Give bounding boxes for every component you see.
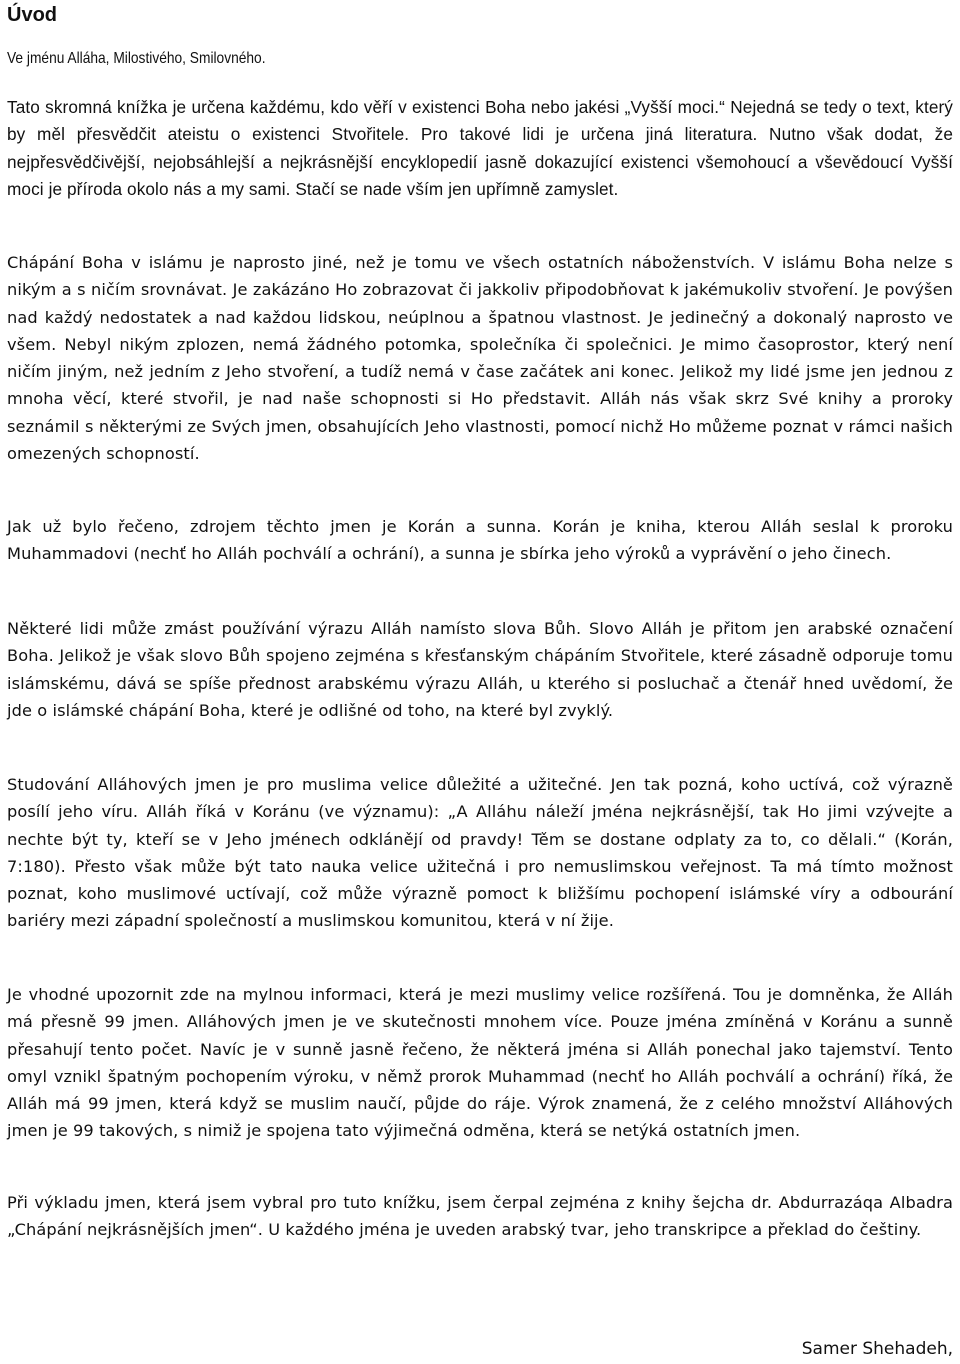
paragraph-intro: Tato skromná knížka je určena každému, kdo věří v existenci Boha nebo jakési „Vyšší moci.“ Nejedná se tedy o text, který by měl přesvědčit ateistu o existenci Stvořitele. Pro takové lidi je určena jiná literatura. Nutno však dodat, že nejpřesvědčivější, nejobsáhlejší a nejkrásnější encyklopedií jasně dokazující existenci všemohoucí a vševědoucí Vyšší moci je příroda okolo nás a my sami. Stačí se nade vším jen upřímně zamyslet. (7, 97, 953, 199)
paragraph-sources-book: Při výkladu jmen, která jsem vybral pro tuto knížku, jsem čerpal zejména z knihy šejcha dr. Abdurrazáqa Albadra „Chápání nejkrásnějších jmen“. U každého jména je uveden arabský tvar, jeho transkripce a překlad do češtiny. (7, 1193, 953, 1240)
paragraph-study-names: Studování Alláhových jmen je pro muslima velice důležité a užitečné. Jen tak pozná, koho uctívá, což výrazně posílí jeho víru. Alláh říká v Koránu (ve významu): „A Alláhu náleží jména nejkrásnější, tak Ho jimi vzývejte a nechte být ty, kteří se v Jeho jménech odklánějí od pravdy! Těm se dostane odplaty za to, co dělali.“ (Korán, 7:180). Přesto však může být tato nauka velice užitečná i pro nemuslimskou veřejnost. Ta má tímto možnost poznat, koho muslimové uctívají, což může výrazně pomoct k bližšímu pochopení islámské víry a odbourání bariéry mezi západní společností a muslimskou komunitou, která v ní žije. (7, 775, 953, 931)
author-signature: Samer Shehadeh, (801, 1339, 953, 1359)
paragraph-understanding-god: Chápání Boha v islámu je naprosto jiné, než je tomu ve všech ostatních náboženstvích. V islámu Boha nelze s nikým a s ničím srovnávat. Je zakázáno Ho zobrazovat či jakkoliv připodobňovat k jakémukoliv stvoření. Je povýšen nad každý nedostatek a nad každou lidskou, neúplnou a špatnou vlastnost. Je jedinečný a dokonalý naprosto ve všem. Nebyl nikým zplozen, nemá žádného potomka, společníka či společnici. Je mimo časoprostor, který není ničím jiným, než jedním z Jeho stvoření, a tudíž nemá v čase začátek ani konec. Jelikož my lidé jsme jen jednou z mnoha věcí, které stvořil, je nad naše schopnosti si Ho představit. Alláh nás však skrz Své knihy a proroky seznámil s některými ze Svých jmen, obsahujících Jeho vlastnosti, pomocí nichž Ho můžeme poznat v rámci našich omezených schopností. (7, 253, 953, 464)
paragraph-allah-term: Některé lidi může zmást používání výrazu Alláh namísto slova Bůh. Slovo Alláh je přitom jen arabské označení Boha. Jelikož je však slovo Bůh spojeno zejména s křesťanským chápáním Stvořitele, které zásadně odporuje tomu islámskému, dává se spíše přednost arabskému výrazu Alláh, u kterého si posluchač a čtenář hned uvědomí, že jde o islámské chápání Boha, které je odlišné od toho, na které byl zvyklý. (7, 619, 953, 720)
page-title: Úvod (7, 4, 57, 26)
paragraph-99-names: Je vhodné upozornit zde na mylnou informaci, která je mezi muslimy velice rozšířená. Tou je domněnka, že Alláh má přesně 99 jmen. Alláhových jmen je ve skutečnosti mnohem více. Pouze jména zmíněná v Koránu a sunně přesahují tento počet. Navíc je v sunně jasně řečeno, že některá jména si Alláh ponechal jako tajemství. Tento omyl vznikl špatným pochopením výroku, v němž prorok Muhammad (nechť ho Alláh pochválí a ochrání) říká, že Alláh má 99 jmen, která když se muslim naučí, půjde do ráje. Výrok znamená, že z celého množství Alláhových jmen je 99 takových, s nimiž je spojena tato výjimečná odměna, která se netýká ostatních jmen. (7, 985, 953, 1141)
paragraph-sources: Jak už bylo řečeno, zdrojem těchto jmen je Korán a sunna. Korán je kniha, kterou Alláh seslal k proroku Muhammadovi (nechť ho Alláh pochválí a ochrání), a sunna je sbírka jeho výroků a vyprávění o jeho činech. (7, 517, 953, 564)
basmala-line: Ve jménu Alláha, Milostivého, Smilovného. (7, 50, 266, 67)
